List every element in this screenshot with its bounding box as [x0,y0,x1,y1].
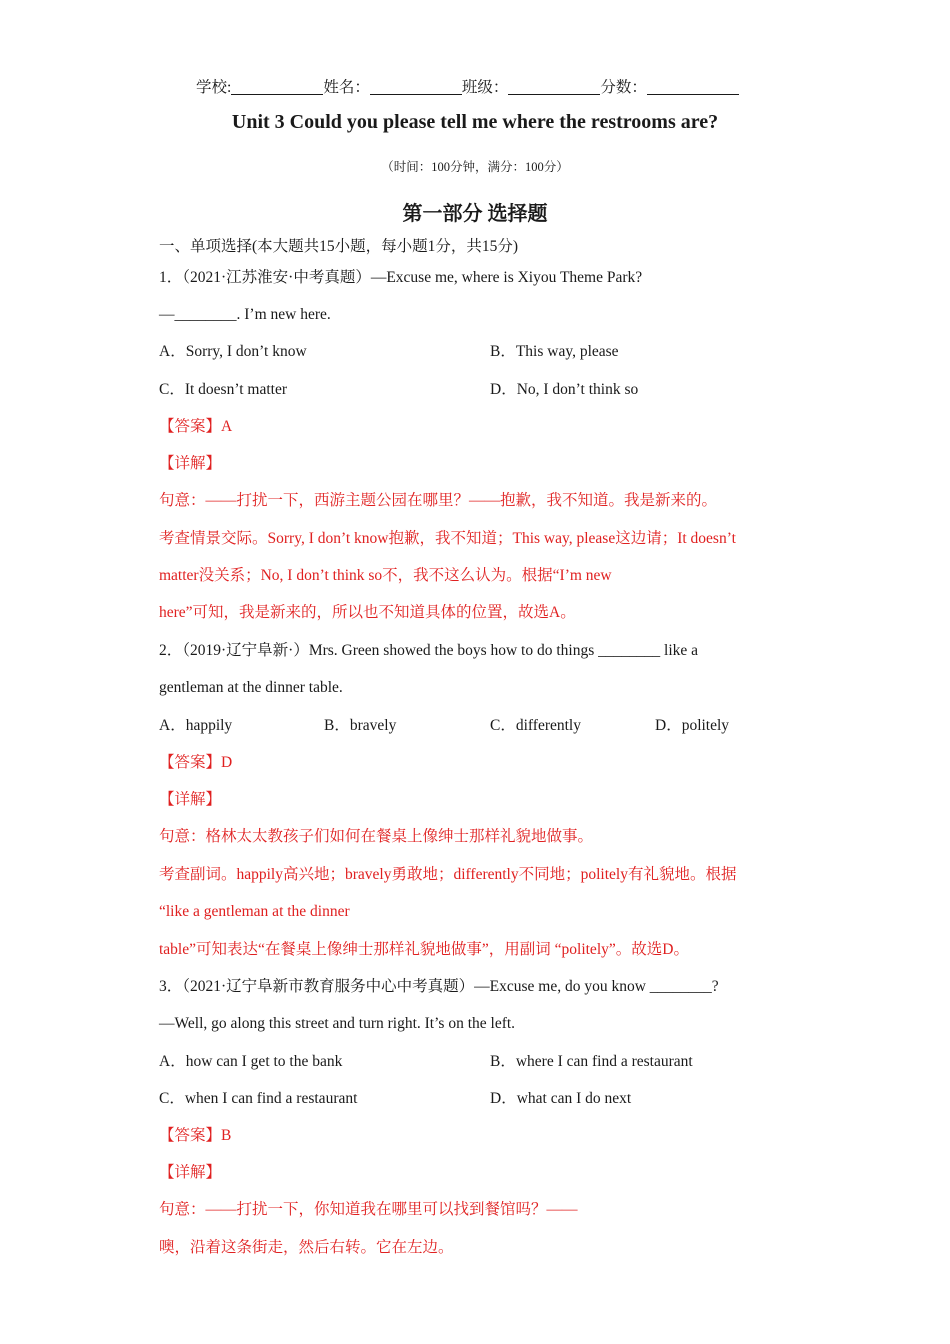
question-1-option-b: B．This way, please [490,343,619,360]
question-2-stem-line2: gentleman at the dinner table. [159,679,343,696]
name-label: 姓名： [323,79,370,96]
question-3-option-d: D．what can I do next [490,1090,632,1107]
class-blank [508,78,600,95]
question-1-stem: 1．（2021·江苏淮安·中考真题）—Excuse me, where is Xiyou Theme Park? [159,269,643,286]
question-2-option-a: A．happily [159,717,233,734]
question-2-explanation-line: “like a gentleman at the dinner [159,903,350,920]
name-blank [370,78,462,95]
question-1-stem-line2: —________. I’m new here. [159,306,331,323]
question-3-stem: 3．（2021·辽宁阜新市教育服务中心中考真题）—Excuse me, do you know ________? [159,978,719,995]
question-3-explanation-line: 噢，沿着这条街走，然后右转。它在左边。 [159,1239,454,1256]
question-1-answer: 【答案】A [159,418,233,435]
school-label: 学校: [196,79,232,96]
student-info-fields [196,75,739,97]
question-1-option-c: C．It doesn’t matter [159,381,287,398]
question-2-option-d: D．politely [655,717,730,734]
time-score-note: （时间：100分钟，满分：100分） [381,160,569,174]
section-title: 一、单项选择(本大题共15小题，每小题1分，共15分) [159,238,519,255]
question-2-option-b: B．bravely [324,717,397,734]
question-3-option-b: B．where I can find a restaurant [490,1053,693,1070]
question-1-explanation-line: matter没关系；No, I don’t think so不，我不这么认为。根据“I’m new [159,567,612,584]
question-3-answer: 【答案】B [159,1127,232,1144]
part-title: 第一部分 选择题 [402,203,548,225]
question-2-explanation-line: table”可知表达“在餐桌上像绅士那样礼貌地做事”，用副词 “politely”。故选D。 [159,941,689,958]
question-1-explanation-line: here”可知，我是新来的，所以也不知道具体的位置，故选A。 [159,604,576,621]
question-3-detail-label: 【详解】 [159,1164,222,1181]
score-label: 分数： [600,79,647,96]
question-2-option-c: C．differently [490,717,581,734]
question-1-detail-label: 【详解】 [159,455,222,472]
question-3-explanation-line: 句意：——打扰一下，你知道我在哪里可以找到餐馆吗？—— [159,1201,578,1218]
question-2-explanation-line: 考查副词。happily高兴地；bravely勇敢地；differently不同地；politely有礼貌地。根据 [159,866,737,883]
question-1-option-a: A．Sorry, I don’t know [159,343,307,360]
question-2-stem: 2．（2019·辽宁阜新·）Mrs. Green showed the boys how to do things ________ like a [159,642,699,659]
question-2-explanation-line: 句意：格林太太教孩子们如何在餐桌上像绅士那样礼貌地做事。 [159,828,594,845]
question-3-stem-line2: —Well, go along this street and turn right. It’s on the left. [159,1015,516,1032]
page-title: Unit 3 Could you please tell me where the restrooms are? [231,111,719,133]
school-blank [231,78,323,95]
question-2-detail-label: 【详解】 [159,791,222,808]
question-3-option-c: C．when I can find a restaurant [159,1090,358,1107]
question-3-option-a: A．how can I get to the bank [159,1053,343,1070]
question-1-explanation-line: 句意：——打扰一下，西游主题公园在哪里？——抱歉，我不知道。我是新来的。 [159,492,718,509]
question-1-option-d: D．No, I don’t think so [490,381,639,398]
score-blank [647,78,739,95]
question-1-explanation-line: 考查情景交际。Sorry, I don’t know抱歉，我不知道；This way, please这边请；It doesn’t [159,530,736,547]
question-2-answer: 【答案】D [159,754,233,771]
class-label: 班级： [461,79,509,96]
